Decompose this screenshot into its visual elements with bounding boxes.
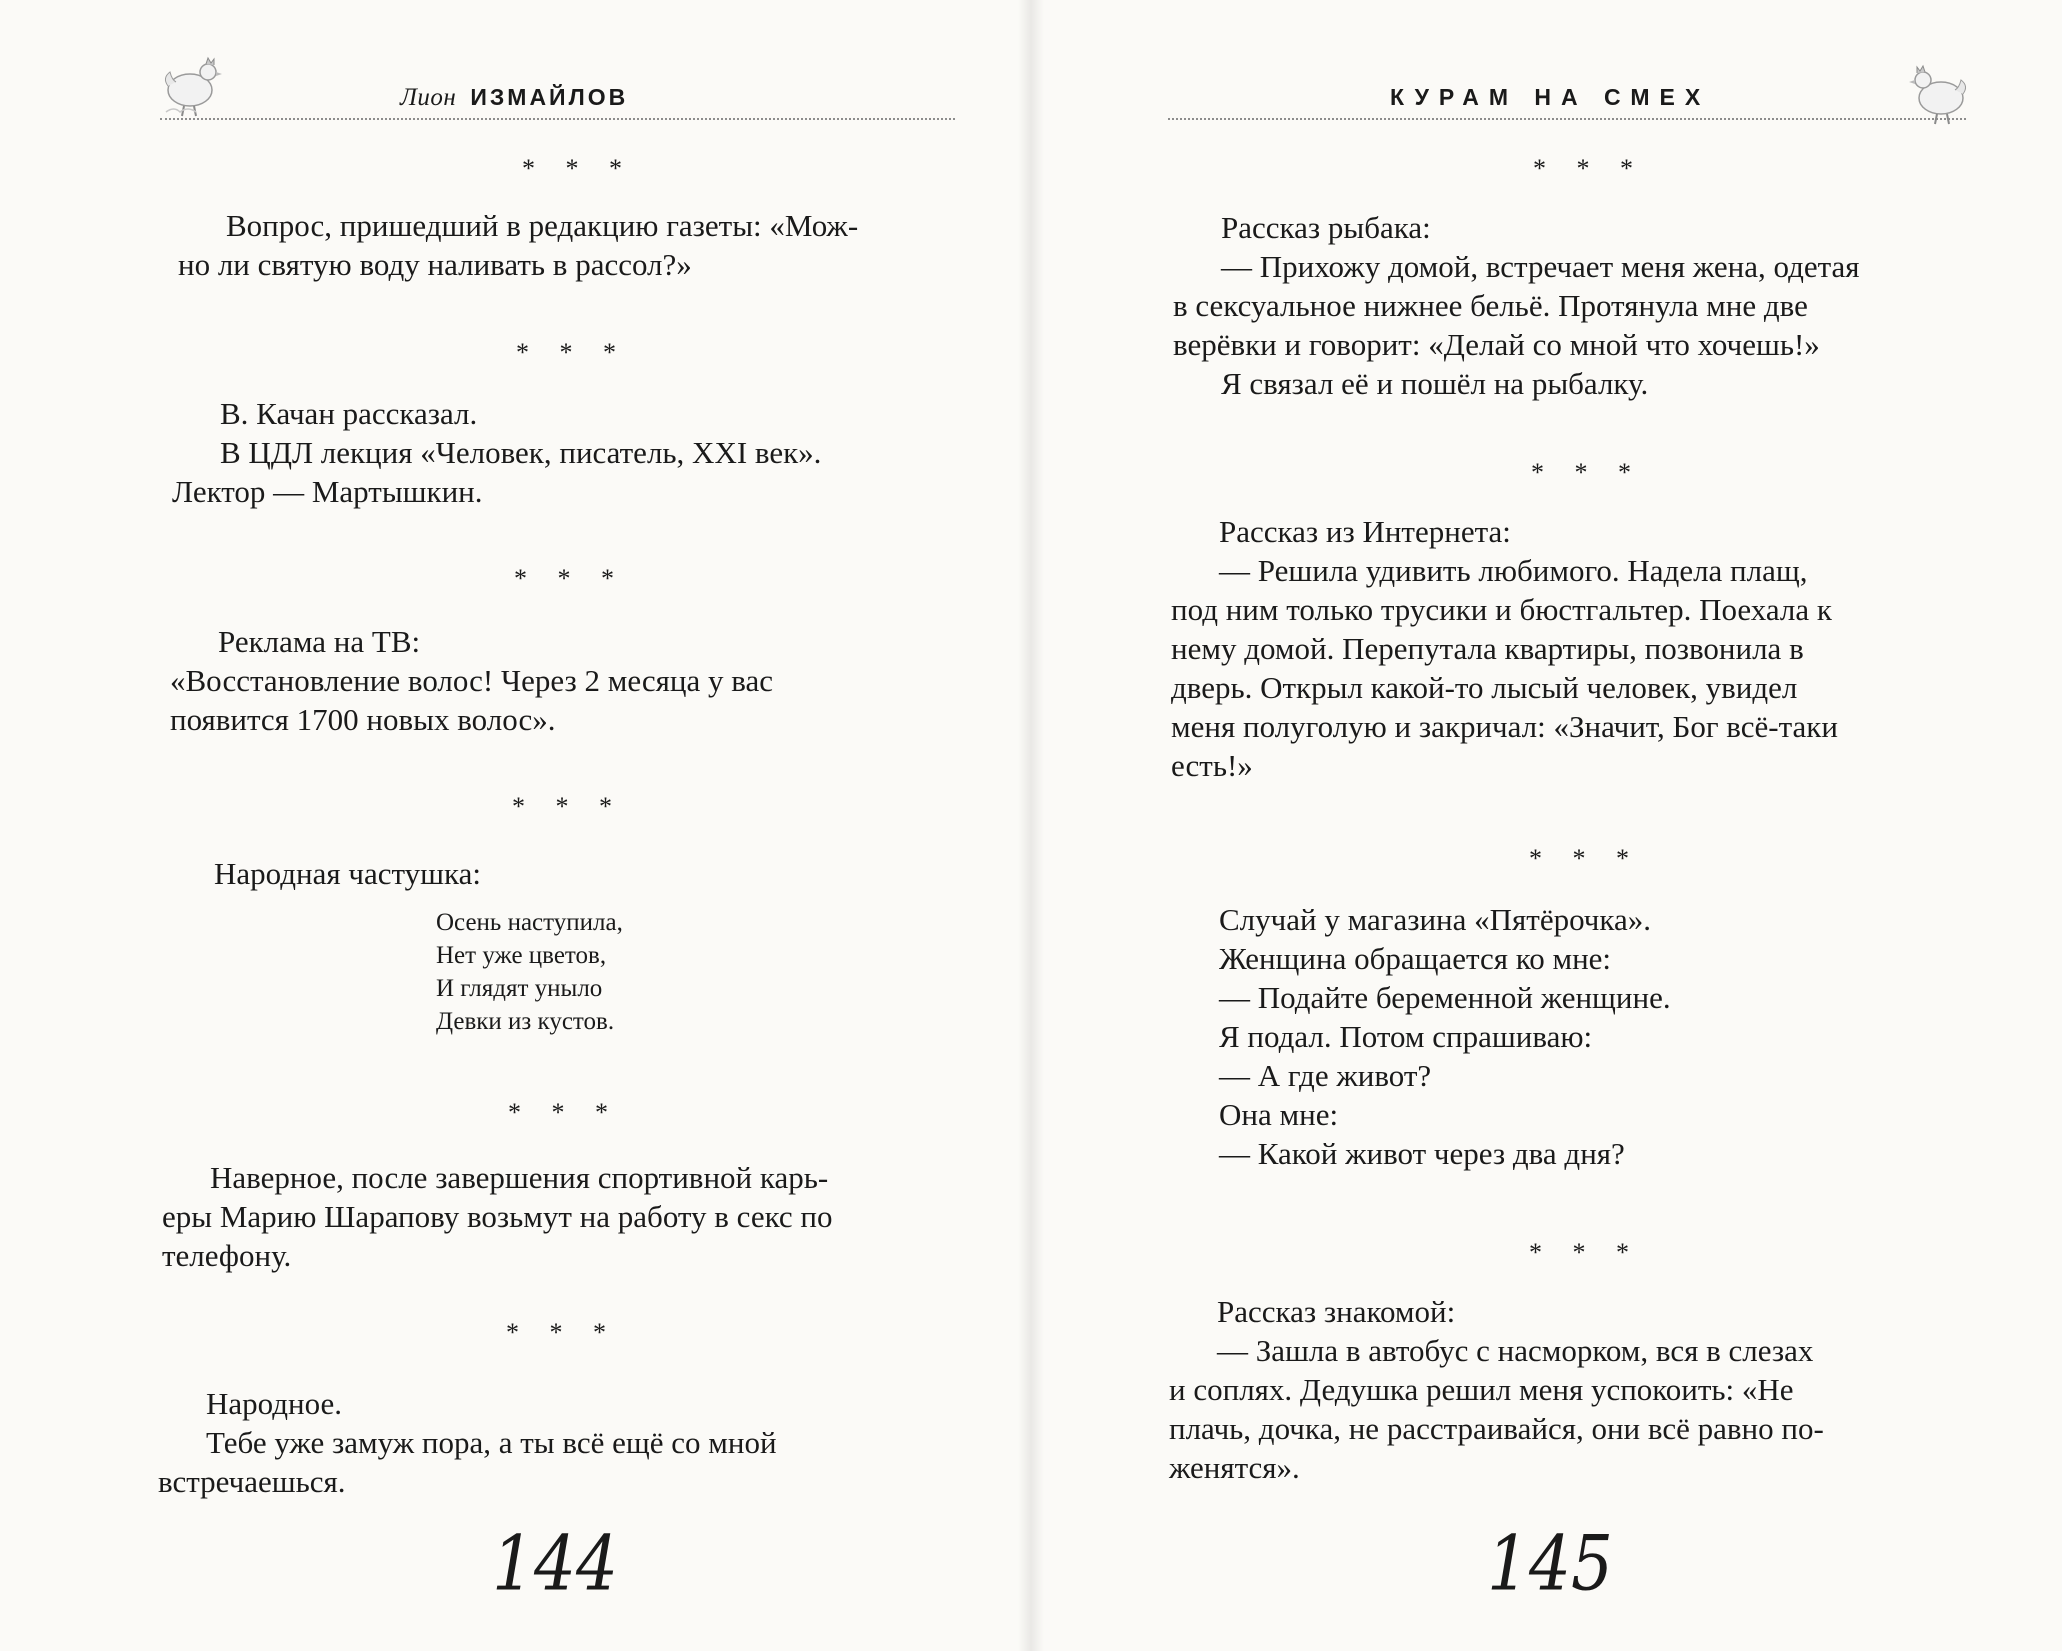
text-line: — Какой живот через два дня? (1219, 1136, 1625, 1171)
text-line: Реклама на ТВ: (218, 624, 421, 659)
author-first-name: Лион (400, 84, 457, 111)
verse-line: Девки из кустов. (436, 1008, 615, 1035)
right-running-header (1168, 78, 1966, 120)
page-number: 144 (492, 1519, 618, 1608)
header-author (400, 84, 628, 112)
text-line: Она мне: (1219, 1097, 1339, 1132)
text-line: Лектор — Мартышкин. (172, 474, 483, 509)
text-line: Случай у магазина «Пятёрочка». (1219, 902, 1652, 937)
separator-stars: * * * (1529, 1238, 1641, 1267)
text-line: Я связал её и пошёл на рыбалку. (1221, 366, 1649, 401)
left-running-header (160, 78, 955, 120)
hen-icon (1907, 60, 1971, 126)
text-line: еры Марию Шарапову возьмут на работу в секс по (162, 1199, 833, 1234)
separator-stars: * * * (506, 1318, 618, 1347)
text-line: встречаешься. (158, 1464, 346, 1499)
author-last-name: ИЗМАЙЛОВ (470, 84, 629, 110)
text-line: но ли святую воду наливать в рассол?» (178, 247, 692, 282)
joke-block (166, 854, 950, 893)
text-line: Рассказ из Интернета: (1219, 514, 1511, 549)
separator-stars: * * * (516, 338, 628, 367)
text-line: Рассказ рыбака: (1221, 210, 1431, 245)
text-line: и соплях. Дедушка решил меня успокоить: «Не (1169, 1372, 1794, 1407)
separator-stars: * * * (1533, 154, 1645, 183)
joke-block (178, 206, 950, 284)
joke-block (172, 394, 950, 511)
joke-block (1171, 512, 1963, 785)
text-line: Наверное, после завершения спортивной карь- (210, 1160, 829, 1195)
text-line: «Восстановление волос! Через 2 месяца у вас (170, 663, 774, 698)
text-line: Женщина обращается ко мне: (1219, 941, 1612, 976)
text-line: в сексуальное нижнее бельё. Протянула мне две (1173, 288, 1808, 323)
text-line: Народное. (206, 1386, 343, 1421)
joke-block (170, 622, 950, 739)
text-line: телефону. (162, 1238, 292, 1273)
separator-stars: * * * (512, 792, 624, 821)
page-number: 145 (1487, 1519, 1613, 1608)
separator-stars: * * * (522, 154, 634, 183)
text-line: В. Качан рассказал. (220, 396, 478, 431)
text-line: — Решила удивить любимого. Надела плащ, (1219, 553, 1808, 588)
text-line: — Подайте беременной женщине. (1219, 980, 1671, 1015)
text-line: Вопрос, пришедший в редакцию газеты: «Мож- (226, 208, 859, 243)
separator-stars: * * * (1529, 844, 1641, 873)
text-line: Народная частушка: (214, 856, 481, 891)
book-title: КУРАМ НА СМЕХ (1390, 84, 1711, 110)
verse-line: И глядят уныло (436, 975, 603, 1002)
text-line: В ЦДЛ лекция «Человек, писатель, XXI век». (220, 435, 822, 470)
text-line: женятся». (1169, 1450, 1300, 1485)
verse-block (436, 906, 623, 1038)
verse-line: Осень наступила, (436, 909, 623, 936)
text-line: плачь, дочка, не расстраивайся, они всё равно по- (1169, 1411, 1824, 1446)
text-line: Рассказ знакомой: (1217, 1294, 1456, 1329)
book-gutter (1018, 0, 1044, 1651)
separator-stars: * * * (514, 564, 626, 593)
text-line: Тебе уже замуж пора, а ты всё ещё со мной (206, 1425, 777, 1460)
joke-block (158, 1384, 950, 1501)
joke-block (1173, 208, 1963, 403)
text-line: меня полуголую и закричал: «Значит, Бог всё-таки (1171, 709, 1838, 744)
separator-stars: * * * (1531, 458, 1643, 487)
separator-stars: * * * (508, 1098, 620, 1127)
text-line: Я подал. Потом спрашиваю: (1219, 1019, 1593, 1054)
text-line: появится 1700 новых волос». (170, 702, 556, 737)
text-line: — А где живот? (1219, 1058, 1432, 1093)
text-line: верёвки и говорит: «Делай со мной что хочешь!» (1173, 327, 1820, 362)
joke-block (162, 1158, 950, 1275)
right-page (1031, 0, 2062, 1651)
text-line: есть!» (1171, 748, 1253, 783)
text-line: дверь. Открыл какой-то лысый человек, увидел (1171, 670, 1798, 705)
verse-line: Нет уже цветов, (436, 942, 607, 969)
text-line: — Зашла в автобус с насморком, вся в слезах (1217, 1333, 1814, 1368)
text-line: под ним только трусики и бюстгальтер. Поехала к (1171, 592, 1832, 627)
joke-block (1171, 900, 1963, 1173)
text-line: нему домой. Перепутала квартиры, позвонила в (1171, 631, 1804, 666)
text-line: — Прихожу домой, встречает меня жена, одетая (1221, 249, 1860, 284)
joke-block (1169, 1292, 1963, 1487)
